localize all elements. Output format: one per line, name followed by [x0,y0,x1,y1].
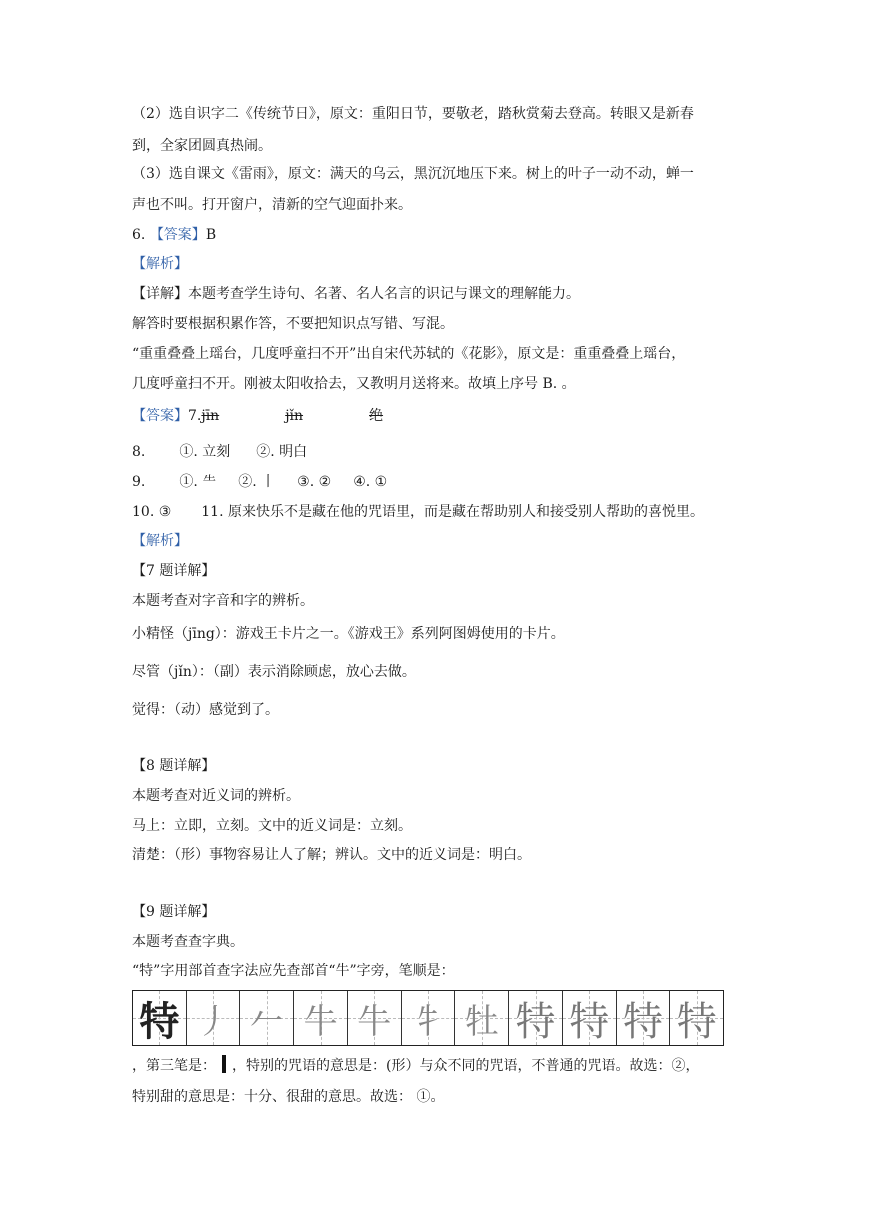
q7-answer-b: jǐn [285,408,304,424]
answers-line-7 [132,406,383,426]
stroke-cell [348,991,402,1045]
q7-detail-line-2: 尽管（jǐn）：（副）表示消除顾虑，放心去做。 [132,664,416,680]
q8-answer-2: ②. 明白 [256,444,308,460]
stroke-cell [240,991,294,1045]
stroke-glyph: 牡 [464,1001,499,1042]
q7-detail-line-1: 小精怪（jīng）：游戏王卡片之一。《游戏王》系列阿图姆使用的卡片。 [132,626,565,642]
stroke-glyph: 牛 [357,1001,392,1042]
stroke-glyph: 特 [515,998,556,1045]
stroke-cell [187,991,241,1045]
stroke-cell [670,991,723,1045]
answers-line-10-11 [132,502,704,522]
q9-number: 9. [132,474,146,490]
q7-detail-line-3: 觉得：（动）感觉到了。 [132,702,279,718]
stroke-cell [455,991,509,1045]
paragraph-2-line-2: 到，全家团圆真热闹。 [132,138,272,154]
stroke-cell [509,991,563,1045]
q7-number: 7. [188,408,202,424]
paragraph-3-line-1: （3）选自课文《雷雨》，原文：满天的乌云，黑沉沉地压下来。树上的叶子一动不动，蝉一 [132,166,694,182]
q6-detail-text: 本题考查学生诗句、名著、名人名言的识记与课文的理解能力。 [188,286,580,302]
stroke-cell [617,991,671,1045]
q6-answer-tag: 【答案】 [149,227,206,243]
q6-line-4: 几度呼童扫不开。刚被太阳收拾去，又教明月送将来。故填上序号 B. 。 [132,376,576,392]
q6-detail-tag: 【详解】 [132,286,188,302]
q7-detail-heading: 【7 题详解】 [132,563,216,579]
q9-detail-line-2 [132,1055,699,1076]
q9-detail-line-1: “特”字用部首查字法应先查部首“牛”字旁，笔顺是： [132,963,455,979]
q9-answer-3: ③. ② [297,474,332,490]
q11-answer: 11. 原来快乐不是藏在他的咒语里，而是藏在帮助别人和接受别人帮助的喜悦里。 [201,504,704,520]
q8-answer-1: ①. 立刻 [179,444,231,460]
q6-line-3: “重重叠叠上瑶台，几度呼童扫不开”出自宋代苏轼的《花影》，原文是：重重叠叠上瑶台， [132,346,686,362]
q9-line-2-end: ，特别的咒语的意思是：(形）与众不同的咒语，不普通的咒语。故选：②， [232,1058,700,1074]
q7-answer-c: 绝 [369,408,384,424]
q8-detail-line-2: 清楚：（形）事物容易让人了解；辨认。文中的近义词是：明白。 [132,847,531,863]
q6-detail-line [132,284,580,304]
q9-detail-intro: 本题考查查字典。 [132,934,244,950]
paragraph-3-line-2: 声也不叫。打开窗户，清新的空气迎面扑来。 [132,197,412,213]
answers-tag: 【答案】 [132,408,188,424]
q9-answer-4: ④. ① [353,474,388,490]
q6-line-2: 解答时要根据积累作答，不要把知识点写错、写混。 [132,316,454,332]
vertical-stroke-icon [222,1055,226,1073]
q9-answer-1: ①. ⺧ [179,474,217,490]
q10-answer: 10. ③ [132,504,172,520]
stroke-order-grid [132,990,724,1046]
q9-answer-2: ②. 丨 [238,474,276,490]
q7-answer-a: jīn [201,408,220,424]
q9-detail-line-3: 特别甜的意思是：十分、很甜的意思。故选： ①。 [132,1089,445,1105]
q6-answer-value: B [205,227,217,243]
stroke-glyph: 特 [139,998,180,1045]
q8-detail-heading: 【8 题详解】 [132,758,216,774]
q6-answer-line [132,225,216,245]
stroke-glyph: 牜 [411,1001,446,1042]
stroke-cell [563,991,617,1045]
q6-number: 6. [132,227,146,243]
stroke-cell [294,991,348,1045]
q8-number: 8. [132,444,146,460]
q7-detail-intro: 本题考查对字音和字的辨析。 [132,593,314,609]
stroke-glyph: 丿 [196,1001,231,1042]
answers-line-9 [132,472,387,492]
stroke-glyph: 特 [622,998,663,1045]
stroke-glyph: 特 [676,998,717,1045]
stroke-cell [402,991,456,1045]
paragraph-2-line-1: （2）选自识字二《传统节日》，原文：重阳日节，要敬老，踏秋赏菊去登高。转眼又是新春 [132,106,694,122]
q9-line-2-start: ，第三笔是： [132,1058,216,1074]
q9-detail-heading: 【9 题详解】 [132,904,216,920]
answers-analysis-tag: 【解析】 [132,533,188,549]
q8-detail-intro: 本题考查对近义词的辨析。 [132,788,300,804]
q8-detail-line-1: 马上：立即，立刻。文中的近义词是：立刻。 [132,818,412,834]
stroke-glyph: 特 [569,998,610,1045]
stroke-glyph: 𠂉 [249,1001,284,1042]
stroke-glyph: 牛 [303,1001,338,1042]
q6-analysis-tag: 【解析】 [132,256,188,272]
stroke-cell [133,991,187,1045]
answers-line-8 [132,442,307,462]
